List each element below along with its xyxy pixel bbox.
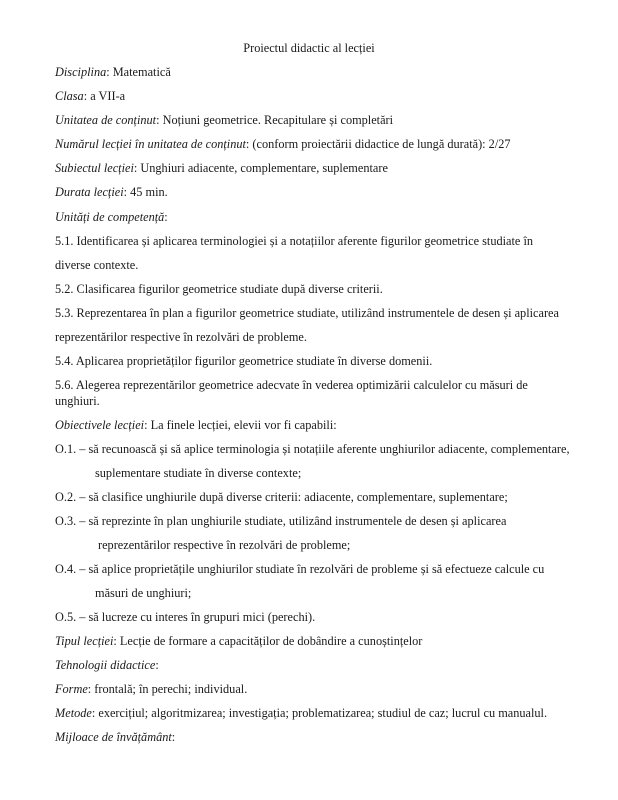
- field-value: : (conform proiectării didactice de lungă durată): 2/27: [245, 137, 511, 151]
- objectives-heading: [55, 418, 337, 433]
- objective-o3: O.3. – să reprezinte în plan unghiurile studiate, utilizând instrumentele de desen și aplicarea: [55, 514, 507, 528]
- objectives-label: Obiectivele lecției: [55, 418, 145, 432]
- field-value: : Matematică: [106, 65, 171, 79]
- field-unitati: [55, 210, 168, 225]
- field-value: : a VII-a: [83, 89, 126, 103]
- field-forme: [55, 682, 247, 697]
- competence-5-6: 5.6. Alegerea reprezentărilor geometrice adecvate în vederea optimizării calculelor cu măsuri de: [55, 378, 528, 392]
- field-label: Subiectul lecției: [55, 161, 134, 175]
- objective-o4-cont: măsuri de unghiuri;: [95, 586, 192, 600]
- field-value: : Noțiuni geometrice. Recapitulare și completări: [156, 113, 394, 127]
- field-value: :: [171, 730, 176, 744]
- field-label: Tehnologii didactice: [55, 658, 156, 672]
- field-value: : Unghiuri adiacente, complementare, suplementare: [133, 161, 388, 175]
- field-label: Clasa: [55, 89, 84, 103]
- field-unitatea: [55, 113, 393, 128]
- field-subiectul: [55, 161, 388, 176]
- field-label: Disciplina: [55, 65, 107, 79]
- objective-o4: O.4. – să aplice proprietățile unghiurilor studiate în rezolvări de probleme și să efectueze calcule cu: [55, 562, 545, 576]
- field-value: :: [164, 210, 168, 224]
- competence-5-4: 5.4. Aplicarea proprietăților figurilor geometrice studiate în diverse domenii.: [55, 354, 433, 368]
- objectives-value: : La finele lecției, elevii vor fi capabili:: [144, 418, 337, 432]
- competence-5-1: 5.1. Identificarea și aplicarea terminologiei și a notațiilor aferente figurilor geometrice studiate în: [55, 234, 534, 248]
- field-label: Unități de competență: [55, 210, 165, 224]
- field-label: Unitatea de conținut: [55, 113, 157, 127]
- field-value: : exercițiul; algoritmizarea; investigația; problematizarea; studiul de caz; lucrul cu manualul.: [91, 706, 548, 720]
- field-metode: [55, 706, 547, 721]
- field-clasa: [55, 89, 125, 104]
- field-label: Mijloace de învățământ: [55, 730, 172, 744]
- field-value: : 45 min.: [123, 185, 168, 199]
- document-title: Proiectul didactic al lecției: [243, 41, 375, 55]
- field-label: Forme: [55, 682, 88, 696]
- field-tehnologii: [55, 658, 159, 673]
- objective-o5: O.5. – să lucreze cu interes în grupuri mici (perechi).: [55, 610, 316, 624]
- field-tipul: [55, 634, 422, 649]
- competence-5-6-cont: unghiuri.: [55, 394, 100, 408]
- field-mijloace: [55, 730, 175, 745]
- objective-o1: O.1. – să recunoască și să aplice terminologia și notațiile aferente unghiurilor adiacente, complementare,: [55, 442, 570, 456]
- competence-5-1-cont: diverse contexte.: [55, 258, 139, 272]
- objective-o1-cont: suplementare studiate în diverse contexte;: [95, 466, 302, 480]
- field-disciplina: [55, 65, 171, 80]
- field-label: Numărul lecției în unitatea de conținut: [55, 137, 246, 151]
- competence-5-3: 5.3. Reprezentarea în plan a figurilor geometrice studiate, utilizând instrumentele de desen și aplicarea: [55, 306, 559, 320]
- competence-5-3-cont: reprezentărilor respective în rezolvări de probleme.: [55, 330, 307, 344]
- field-numarul: [55, 137, 511, 152]
- field-value: :: [155, 658, 159, 672]
- field-label: Durata lecției: [55, 185, 124, 199]
- objective-o2: O.2. – să clasifice unghiurile după diverse criterii: adiacente, complementare, suplementare;: [55, 490, 508, 504]
- field-label: Tipul lecției: [55, 634, 114, 648]
- competence-5-2: 5.2. Clasificarea figurilor geometrice studiate după diverse criterii.: [55, 282, 383, 296]
- objective-o3-cont: reprezentărilor respective în rezolvări de probleme;: [98, 538, 351, 552]
- field-label: Metode: [55, 706, 92, 720]
- field-value: : frontală; în perechi; individual.: [87, 682, 248, 696]
- field-value: : Lecție de formare a capacităților de dobândire a cunoștințelor: [113, 634, 423, 648]
- field-durata: [55, 185, 168, 200]
